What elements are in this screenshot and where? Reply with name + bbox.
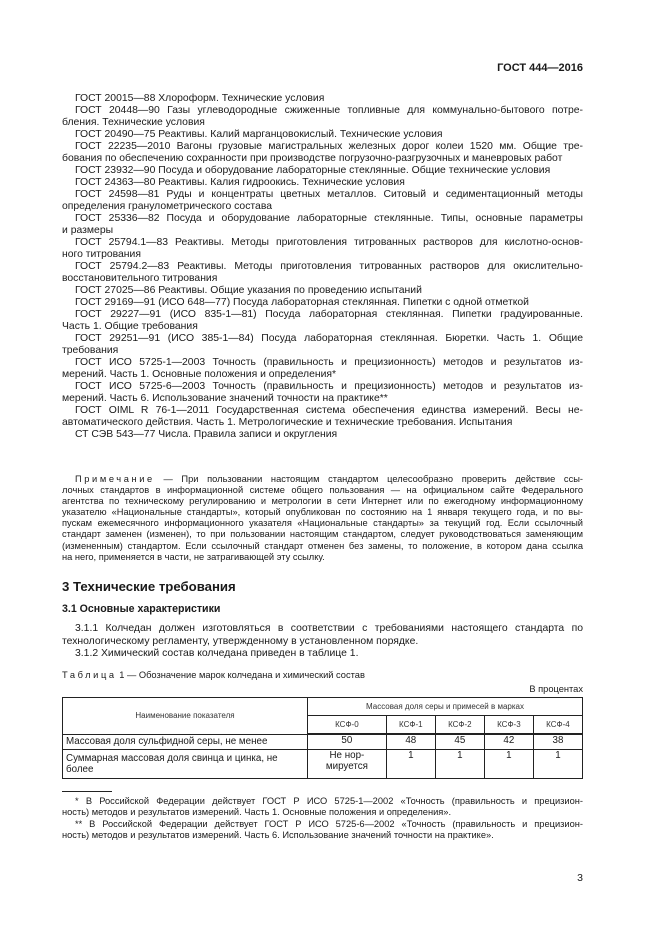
value-cell: 42 xyxy=(484,734,533,749)
reference-item: ГОСТ 29251—91 (ИСО 385-1—84) Посуда лабораторная стеклянная. Бюретки. Часть 1. Общие требования xyxy=(62,333,583,356)
section-title: 3 Технические требования xyxy=(62,579,236,594)
reference-item: СТ СЭВ 543—77 Числа. Правила записи и округления xyxy=(75,429,338,440)
reference-item: ГОСТ 23932—90 Посуда и оборудование лабораторные стеклянные. Общие технические условия xyxy=(75,165,551,176)
header-grade: КСФ-2 xyxy=(435,716,484,735)
note-block: Примечание — При пользовании настоящим стандартом целесообразно проверить действие ссы- лочных стандартов в информационной системе общего пользования — на официальном сайте Федерального агентства по техническому регулированию и метрологии в сети Интернет или по ежегодному информационному указателю «Национальные стандарты», который опубликован по состоянию на 1 января текущего года, и по вы- пускам ежемесячного информационного указателя «Национальные стандарты» за текущий год. Если ссылочный стандарт заменен (изменен), то при пользовании настоящим стандартом, следует руководствоваться заменяющим (измененным) стандартом. Если ссылочный стандарт отменен без замены, то положение, в котором дана ссылка на него, применяется в части, не затрагивающей эту ссылку. xyxy=(62,474,583,562)
table-row xyxy=(63,749,583,778)
page-number: 3 xyxy=(577,872,583,884)
reference-item: ГОСТ 20448—90 Газы углеводородные сжиженные топливные для коммунально-бытового потре- бления. Технические условия xyxy=(62,105,583,128)
paragraph: 3.1.2 Химический состав колчедана приведен в таблице 1. xyxy=(75,648,359,659)
reference-item: ГОСТ 29227—91 (ИСО 835-1—81) Посуда лабораторная стеклянная. Пипетки градуированные. Часть 1. Общие требования xyxy=(62,309,583,332)
reference-item: ГОСТ OIML R 76-1—2011 Государственная система обеспечения единства измерений. Весы не- автоматического действия. Часть 1. Метрологические и технические требования. Испытания xyxy=(62,405,583,428)
reference-item: ГОСТ 27025—86 Реактивы. Общие указания по проведению испытаний xyxy=(75,285,422,296)
header-grade: КСФ-1 xyxy=(386,716,435,735)
document-id-header: ГОСТ 444—2016 xyxy=(497,62,583,74)
footnote-divider xyxy=(62,791,112,792)
reference-item: ГОСТ 25336—82 Посуда и оборудование лабораторные стеклянные. Типы, основные параметры и размеры xyxy=(62,213,583,236)
composition-table xyxy=(62,697,583,779)
reference-item: ГОСТ 24363—80 Реактивы. Калия гидроокись. Технические условия xyxy=(75,177,405,188)
reference-item: ГОСТ 24598—81 Руды и концентраты цветных металлов. Ситовый и седиментационный методы определения гранулометрического состава xyxy=(62,189,583,212)
reference-item: ГОСТ ИСО 5725-1—2003 Точность (правильность и прецизионность) методов и результатов из- мерений. Часть 1. Основные положения и определения* xyxy=(62,357,583,380)
indicator-name: Массовая доля сульфидной серы, не менее xyxy=(63,734,308,749)
value-cell: Не нор- мируется xyxy=(308,749,387,778)
value-cell: 48 xyxy=(386,734,435,749)
reference-item: ГОСТ 25794.2—83 Реактивы. Методы приготовления титрованных растворов для окислительно- восстановительного титрования xyxy=(62,261,583,284)
value-cell: 45 xyxy=(435,734,484,749)
reference-item: ГОСТ 20015—88 Хлороформ. Технические условия xyxy=(75,93,325,104)
reference-item: ГОСТ 22235—2010 Вагоны грузовые магистральных железных дорог колеи 1520 мм. Общие тре- бования по обеспечению сохранности при производстве погрузочно-разгрузочных и маневровых работ xyxy=(62,141,583,164)
header-indicator-name: Наименование показателя xyxy=(63,698,308,735)
footnotes xyxy=(62,796,583,842)
footnote: ** В Российской Федерации действует ГОСТ Р ИСО 5725-6—2002 «Точность (правильность и прецизион- ность) методов и результатов измерений. Часть 6. Использование значений точности на практике». xyxy=(62,818,583,841)
value-cell: 1 xyxy=(533,749,582,778)
indicator-name: Суммарная массовая доля свинца и цинка, не более xyxy=(63,749,308,778)
reference-item: ГОСТ ИСО 5725-6—2003 Точность (правильность и прецизионность) методов и результатов из- мерений. Часть 6. Использование значений точности на практике** xyxy=(62,381,583,404)
value-cell: 1 xyxy=(386,749,435,778)
normative-references-list xyxy=(62,93,583,441)
paragraph: 3.1.1 Колчедан должен изготовляться в соответствии с требованиями настоящего стандарта по технологическому регламенту, утвержденному в установленном порядке. xyxy=(62,623,583,647)
header-grade: КСФ-4 xyxy=(533,716,582,735)
value-cell: 38 xyxy=(533,734,582,749)
header-grade: КСФ-0 xyxy=(308,716,387,735)
reference-item: ГОСТ 29169—91 (ИСО 648—77) Посуда лабораторная стеклянная. Пипетки с одной отметкой xyxy=(75,297,529,308)
reference-item: ГОСТ 20490—75 Реактивы. Калий марганцовокислый. Технические условия xyxy=(75,129,443,140)
header-group: Массовая доля серы и примесей в марках xyxy=(308,698,583,716)
footnote: * В Российской Федерации действует ГОСТ Р ИСО 5725-1—2002 «Точность (правильность и прецизион- ность) методов и результатов измерений. Часть 1. Основные положения и определения». xyxy=(62,796,583,818)
header-grade: КСФ-3 xyxy=(484,716,533,735)
table-unit: В процентах xyxy=(529,684,583,694)
subsection-title: 3.1 Основные характеристики xyxy=(62,603,221,615)
note-label: Примечание xyxy=(75,474,155,484)
value-cell: 1 xyxy=(435,749,484,778)
table-caption: Таблица 1 — Обозначение марок колчедана и химический состав xyxy=(62,670,365,680)
value-cell: 50 xyxy=(308,734,387,749)
body-paragraphs xyxy=(62,623,583,661)
reference-item: ГОСТ 25794.1—83 Реактивы. Методы приготовления титрованных растворов для кислотно-основ- ного титрования xyxy=(62,237,583,260)
value-cell: 1 xyxy=(484,749,533,778)
table-row xyxy=(63,734,583,749)
